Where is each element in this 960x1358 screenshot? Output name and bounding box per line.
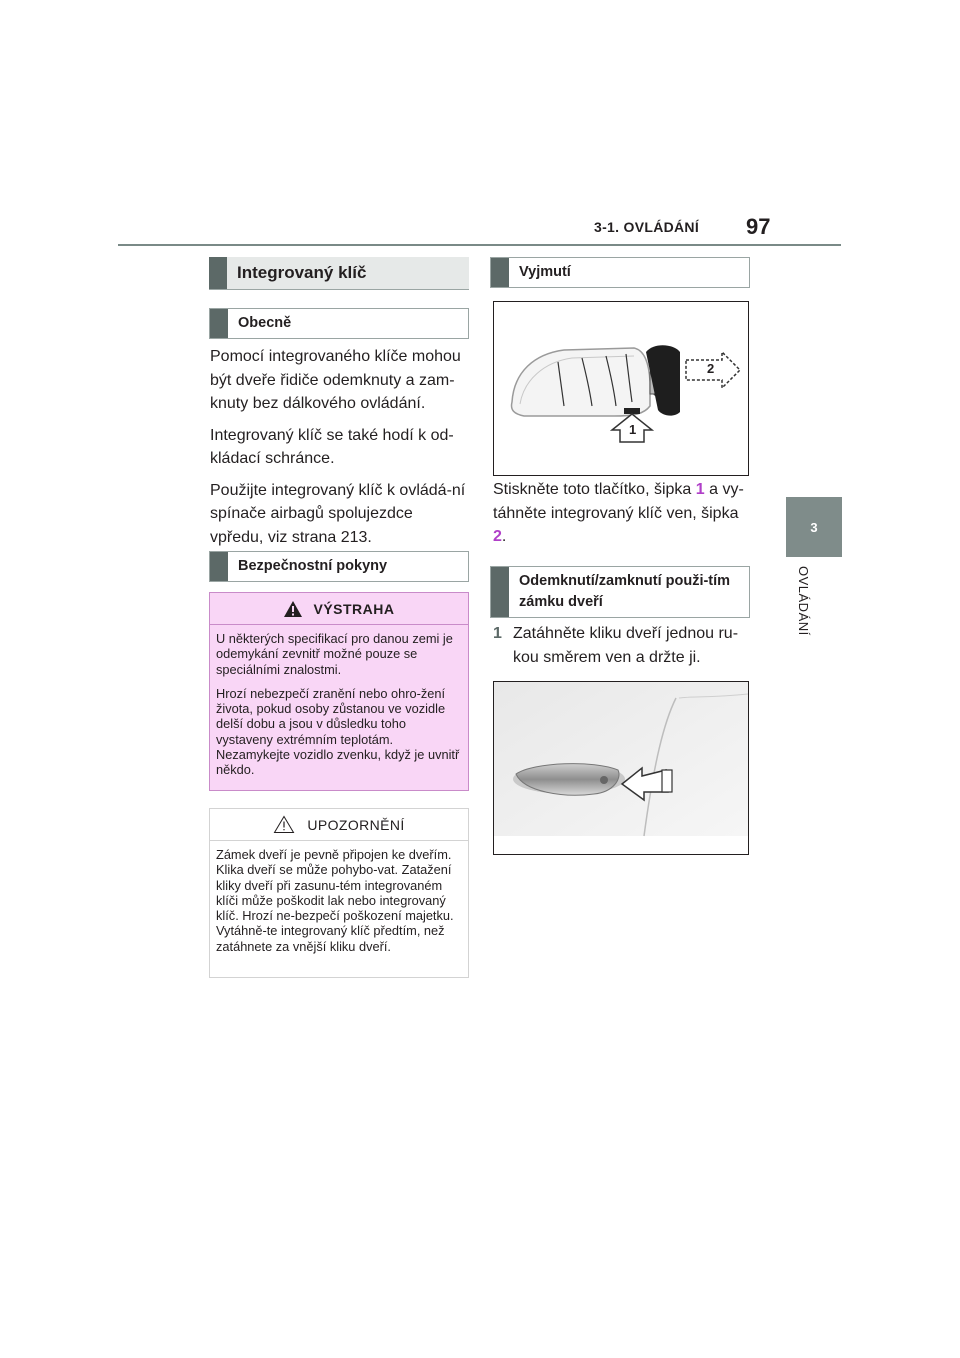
- figure-label-1: 1: [629, 422, 637, 437]
- warning-body: [210, 625, 468, 778]
- main-heading-text: Integrovaný klíč: [237, 263, 367, 282]
- warning-title: VÝSTRAHA: [313, 600, 395, 617]
- warning-header: [210, 593, 468, 625]
- notice-paragraph: Zámek dveří je pevně připojen ke dveřím. Klika dveří se může pohybo-vat. Zatažení kliky dveří při zasunu-tém integrovaném klíči může poškodit lak nebo integrovaný klíč. Hrozí ne-bezpečí poškození majetku. Vytáhně-te integrovaný klíč předtím, než zatáhnete za vnější kliku dveří.: [216, 847, 454, 954]
- chapter-tab: 3: [786, 497, 842, 557]
- paragraph: Integrovaný klíč se také hodí k od-kládací schránce.: [210, 426, 454, 467]
- step-number: 1: [493, 625, 502, 642]
- safety-heading: [209, 551, 469, 582]
- instruction-text: .: [501, 528, 507, 545]
- removal-heading: [490, 257, 750, 288]
- page-number: 97: [746, 214, 771, 239]
- notice-title: UPOZORNĚNÍ: [307, 816, 405, 833]
- notice-body: [210, 841, 468, 954]
- header-divider: [118, 244, 841, 246]
- warning-box: [209, 592, 469, 791]
- warning-paragraph: Hrozí nebezpečí zranění nebo ohro-žení života, pokud osoby zůstanou ve vozidle delší dobu a jsou v důsledku toho vystaveny extrémním teplotám. Nezamykejte vozidlo zvenku, když je uvnitř někdo.: [216, 685, 460, 778]
- arrow-ref-1: 1: [695, 481, 705, 498]
- chapter-label: OVLÁDÁNÍ: [796, 566, 811, 636]
- general-body: [210, 345, 466, 557]
- paragraph: Použijte integrovaný klíč k ovládá-ní spínače airbagů spolujezdce vpředu, viz strana 213.: [210, 481, 466, 546]
- arrow-ref-2: 2: [493, 528, 502, 545]
- section-title: 3-1. OVLÁDÁNÍ: [594, 219, 700, 235]
- heading-bar: [491, 567, 509, 617]
- heading-bar: [210, 552, 228, 581]
- paragraph: Pomocí integrovaného klíče mohou být dveře řidiče odemknuty a zam-knuty bez dálkového ovládání.: [210, 348, 461, 412]
- instruction-text: a vy-táhněte integrovaný klíč ven, šipka: [493, 481, 744, 522]
- removal-heading-text: Vyjmutí: [519, 264, 571, 280]
- caution-triangle-icon: [273, 815, 295, 834]
- figure-label-2: 2: [707, 361, 715, 376]
- key-removal-figure: [493, 301, 749, 476]
- unlock-heading-text: Odemknutí/zamknutí použi-tím zámku dveří: [519, 573, 731, 610]
- heading-bar: [210, 309, 228, 338]
- notice-box: [209, 808, 469, 978]
- door-handle-illustration: [494, 682, 748, 854]
- step-text: Zatáhněte kliku dveří jednou ru-kou směrem ven a držte ji.: [513, 625, 739, 666]
- heading-bar: [209, 257, 227, 289]
- warning-paragraph: U některých specifikací pro danou zemi je odemykání zevnitř možné pouze se speciálními znalostmi.: [216, 631, 453, 677]
- general-heading: [209, 308, 469, 339]
- notice-header: [210, 809, 468, 841]
- removal-instruction: [493, 478, 749, 549]
- unlock-heading: [490, 566, 750, 618]
- key-removal-illustration: [494, 302, 748, 475]
- general-heading-text: Obecně: [238, 315, 292, 331]
- instruction-text: Stiskněte toto tlačítko, šipka: [493, 481, 696, 498]
- main-heading: [209, 257, 469, 290]
- door-handle-figure: [493, 681, 749, 855]
- step-1: [493, 622, 749, 669]
- heading-bar: [491, 258, 509, 287]
- warning-triangle-icon: [283, 600, 303, 618]
- safety-heading-text: Bezpečnostní pokyny: [238, 558, 388, 574]
